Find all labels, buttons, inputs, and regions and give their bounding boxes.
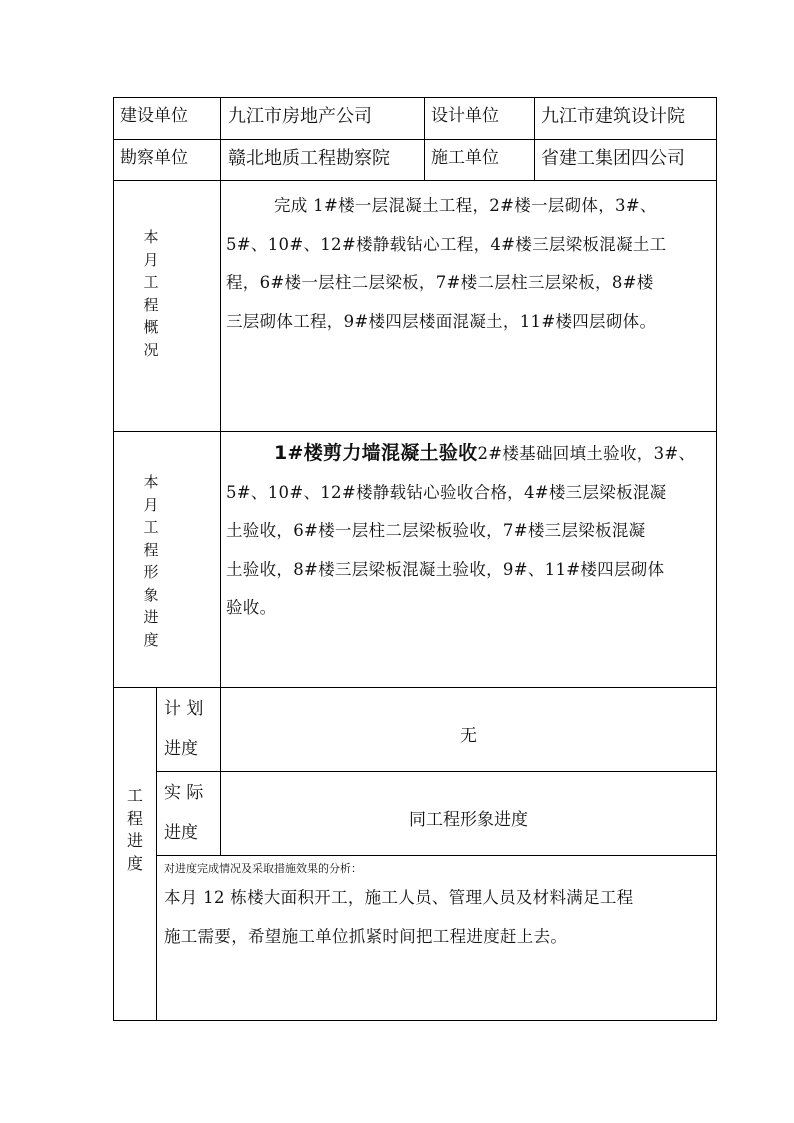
image-progress-line-2: 5#、10#、12#楼静载钻心验收合格，4#楼三层梁板混凝 <box>226 482 667 502</box>
analysis-line-2: 施工需要，希望施工单位抓紧时间把工程进度赶上去。 <box>164 926 568 946</box>
actual-label-bottom: 进度 <box>164 823 198 843</box>
image-progress-line-4: 土验收，8#楼三层梁板混凝土验收，9#、11#楼四层砌体 <box>226 559 665 579</box>
analysis-text <box>164 879 714 956</box>
contractor-label: 施工单位 <box>431 148 499 168</box>
overview-line-4: 三层砌体工程，9#楼四层楼面混凝土，11#楼四层砌体。 <box>226 311 657 331</box>
construction-unit-value: 九江市房地产公司 <box>228 106 372 127</box>
analysis-title: 对进度完成情况及采取措施效果的分析： <box>164 862 362 875</box>
contractor-value: 省建工集团四公司 <box>541 148 685 169</box>
monthly-overview-text <box>226 187 714 341</box>
construction-unit-label: 建设单位 <box>120 106 188 126</box>
survey-unit-label: 勘察单位 <box>120 148 188 168</box>
design-unit-label: 设计单位 <box>431 106 499 126</box>
image-progress-text <box>226 434 714 628</box>
image-progress-lead-rest: 2#楼基础回填土验收，3#、 <box>477 444 696 463</box>
image-progress-label: 本月工程形象进度 <box>143 473 159 649</box>
image-progress-emphasis: 1#楼剪力墙混凝土验收 <box>274 442 478 464</box>
planned-progress-value: 无 <box>460 726 477 746</box>
image-progress-line-5: 验收。 <box>226 598 277 617</box>
actual-progress-value: 同工程形象进度 <box>409 810 528 830</box>
schedule-label: 工程进度 <box>126 786 143 873</box>
survey-unit-value: 赣北地质工程勘察院 <box>228 148 390 169</box>
overview-line-3: 程，6#楼一层柱二层梁板，7#楼二层柱三层梁板，8#楼 <box>226 273 654 292</box>
actual-label-top: 实 际 <box>164 783 204 803</box>
design-unit-value: 九江市建筑设计院 <box>541 106 685 127</box>
planned-label-bottom: 进度 <box>164 739 198 759</box>
image-progress-line-3: 土验收，6#楼一层柱二层梁板验收，7#楼三层梁板混凝 <box>226 521 646 540</box>
overview-line-1: 完成 1#楼一层混凝土工程，2#楼一层砌体，3#、 <box>274 196 657 215</box>
overview-line-2: 5#、10#、12#楼静载钻心工程，4#楼三层梁板混凝土工 <box>226 234 667 254</box>
planned-label-top: 计 划 <box>164 699 204 719</box>
monthly-overview-label: 本月工程概况 <box>143 228 159 359</box>
image-progress-line-1 <box>226 434 714 474</box>
analysis-line-1: 本月 12 栋楼大面积开工，施工人员、管理人员及材料满足工程 <box>164 888 634 907</box>
